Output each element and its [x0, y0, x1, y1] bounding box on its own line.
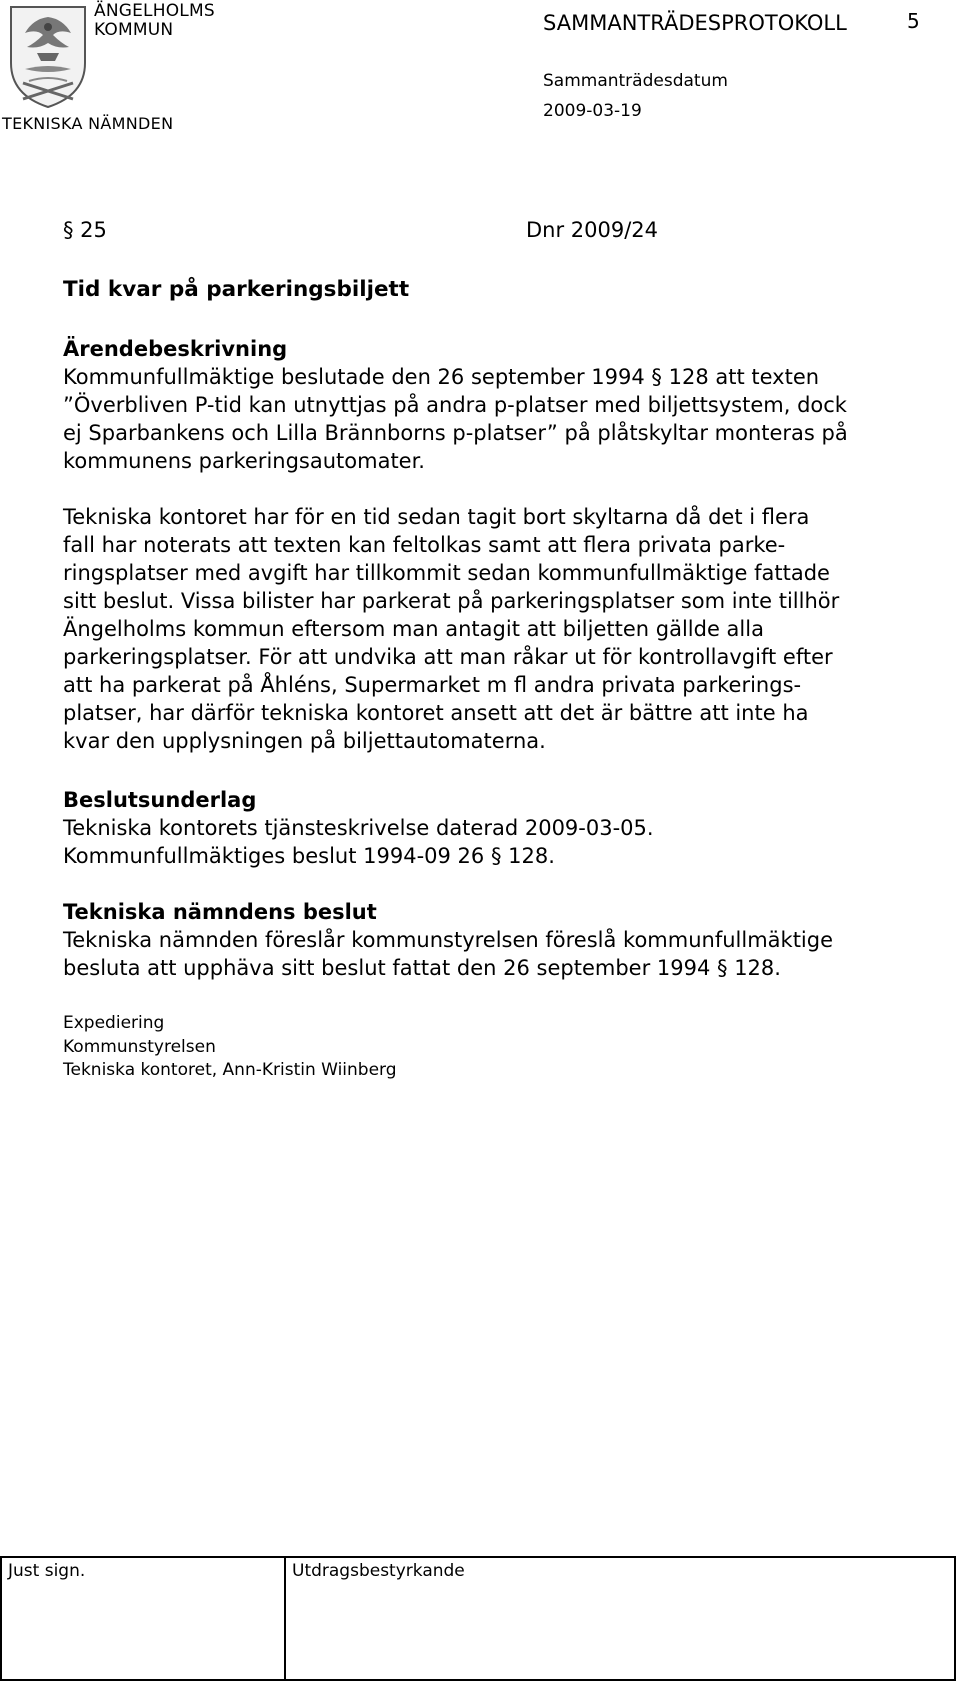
description-line: platser, har därför tekniska kontoret ansett att det är bättre att inte ha — [63, 701, 809, 725]
just-sign-label: Just sign. — [8, 1561, 86, 1581]
document-type: SAMMANTRÄDESPROTOKOLL — [543, 11, 847, 35]
municipal-coat-of-arms-logo — [3, 3, 93, 109]
description-line: ej Sparbankens och Lilla Brännborns p-platser” på plåtskyltar monteras på — [63, 421, 848, 445]
dispatch-section — [63, 1012, 397, 1083]
description-line: ”Överbliven P-tid kan utnyttjas på andra p-platser med biljettsystem, dock — [63, 393, 847, 417]
certification-label: Utdragsbestyrkande — [292, 1561, 465, 1581]
description-line: fall har noterats att texten kan feltolkas samt att flera privata parke- — [63, 533, 786, 557]
page-number: 5 — [907, 9, 920, 33]
description-line: sitt beslut. Vissa bilister har parkerat på parkeringsplatser som inte tillhör — [63, 589, 840, 613]
municipality-name — [94, 2, 215, 40]
municipality-name-line1: ÄNGELHOLMS — [94, 1, 215, 21]
description-section — [63, 335, 943, 475]
description-paragraph-2 — [63, 503, 943, 755]
description-line: att ha parkerat på Åhléns, Supermarket m fl andra privata parkerings- — [63, 673, 802, 697]
description-line: kommunens parkeringsautomater. — [63, 449, 425, 473]
description-line: parkeringsplatser. För att undvika att man råkar ut för kontrollavgift efter — [63, 645, 833, 669]
basis-section — [63, 786, 943, 870]
basis-line: Kommunfullmäktiges beslut 1994-09 26 § 128. — [63, 844, 555, 868]
certification-cell — [286, 1558, 471, 1679]
description-line: Kommunfullmäktige beslutade den 26 september 1994 § 128 att texten — [63, 365, 820, 389]
meeting-date-label: Sammanträdesdatum — [543, 71, 728, 91]
dispatch-recipient: Kommunstyrelsen — [63, 1036, 216, 1057]
dispatch-heading: Expediering — [63, 1013, 165, 1033]
decision-line: besluta att upphäva sitt beslut fattat den 26 september 1994 § 128. — [63, 956, 781, 980]
decision-line: Tekniska nämnden föreslår kommunstyrelsen föreslå kommunfullmäktige — [63, 928, 834, 952]
description-line: kvar den upplysningen på biljettautomaterna. — [63, 729, 546, 753]
coat-of-arms-icon — [3, 3, 93, 109]
description-heading: Ärendebeskrivning — [63, 337, 288, 361]
case-number: Dnr 2009/24 — [526, 218, 659, 242]
description-line: ringsplatser med avgift har tillkommit sedan kommunfullmäktige fattade — [63, 561, 830, 585]
just-sign-cell — [2, 1558, 286, 1679]
municipality-name-line2: KOMMUN — [94, 20, 174, 40]
decision-heading: Tekniska nämndens beslut — [63, 900, 377, 924]
description-line: Ängelholms kommun eftersom man antagit att biljetten gällde alla — [63, 617, 764, 641]
board-name: TEKNISKA NÄMNDEN — [2, 114, 174, 133]
dispatch-recipient: Tekniska kontoret, Ann-Kristin Wiinberg — [63, 1060, 397, 1080]
description-line: Tekniska kontoret har för en tid sedan tagit bort skyltarna då det i flera — [63, 505, 810, 529]
item-title: Tid kvar på parkeringsbiljett — [63, 277, 410, 302]
basis-heading: Beslutsunderlag — [63, 788, 257, 812]
decision-section — [63, 898, 943, 982]
meeting-date-value: 2009-03-19 — [543, 101, 642, 121]
paragraph-number: § 25 — [63, 218, 107, 242]
signature-box — [0, 1556, 956, 1681]
basis-line: Tekniska kontorets tjänsteskrivelse daterad 2009-03-05. — [63, 816, 654, 840]
